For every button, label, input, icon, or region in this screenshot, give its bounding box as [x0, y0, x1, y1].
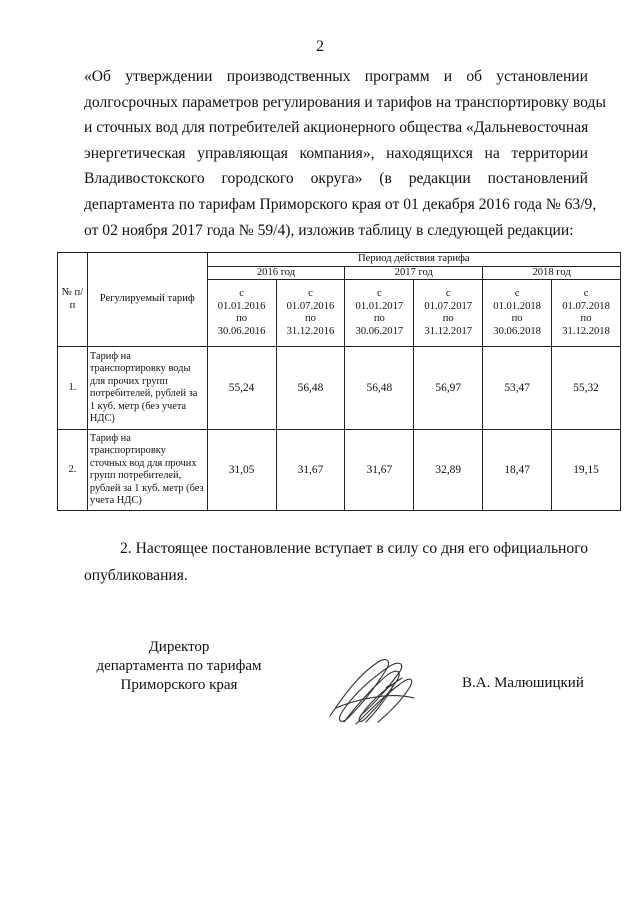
tariff-value: 32,89	[414, 430, 483, 511]
tariff-value: 53,47	[483, 347, 552, 430]
tariff-value: 31,05	[207, 430, 276, 511]
intro-line: «Об утверждении производственных программ и об установлении	[84, 68, 588, 85]
tariff-name: Тариф на транспортировку сточных вод для прочих групп потребителей, рублей за 1 куб. метр (без учета НДС)	[87, 430, 207, 511]
handwritten-signature	[326, 652, 420, 728]
intro-line: энергетическая управляющая компания», находящихся на территории	[84, 144, 588, 162]
table-row	[58, 347, 621, 430]
tariff-value: 56,48	[276, 347, 345, 430]
intro-line: и сточных вод для потребителей акционерного общества «Дальневосточная	[84, 119, 589, 137]
tariff-table	[57, 252, 621, 511]
intro-line: департамента по тарифам Приморского края от 01 декабря 2016 года № 63/9,	[84, 195, 597, 213]
signatory-title-line: департамента по тарифам	[96, 658, 262, 674]
tariff-value: 19,15	[552, 430, 621, 511]
year-header: 2016 год	[207, 266, 345, 280]
tariff-value: 31,67	[345, 430, 414, 511]
year-header: 2018 год	[483, 266, 621, 280]
table-row	[58, 430, 621, 511]
period-header: с 01.07.2017 по 31.12.2017	[414, 280, 483, 347]
period-header: с 01.01.2017 по 30.06.2017	[345, 280, 414, 347]
intro-line: от 02 ноября 2017 года № 59/4), изложив таблицу в следующей редакции:	[84, 221, 574, 239]
tariff-value: 31,67	[276, 430, 345, 511]
clause-paragraph	[84, 535, 588, 589]
column-header-tariff: Регулируемый тариф	[87, 253, 207, 347]
intro-line: Владивостокского городского округа» (в редакции постановлений	[84, 170, 588, 188]
column-header-period: Период действия тарифа	[207, 253, 620, 267]
tariff-name: Тариф на транспортировку воды для прочих групп потребителей, рублей за 1 куб. метр (без учета НДС)	[87, 347, 207, 430]
column-header-number: № п/п	[58, 253, 88, 347]
period-header: с 01.07.2018 по 31.12.2018	[552, 280, 621, 347]
period-header: с 01.01.2016 по 30.06.2016	[207, 280, 276, 347]
row-number: 2.	[58, 430, 88, 511]
intro-line: долгосрочных параметров регулирования и тарифов на транспортировку воды	[84, 93, 606, 111]
clause-line: 2. Настоящее постановление вступает в силу со дня его официального	[120, 540, 588, 557]
tariff-value: 55,32	[552, 347, 621, 430]
tariff-value: 55,24	[207, 347, 276, 430]
signatory-name: В.А. Малюшицкий	[462, 675, 584, 691]
signatory-title	[84, 638, 274, 695]
signatory-title-line: Директор	[148, 639, 210, 655]
tariff-value: 56,48	[345, 347, 414, 430]
tariff-value: 18,47	[483, 430, 552, 511]
page-number: 2	[316, 38, 324, 55]
clause-line: опубликования.	[84, 567, 188, 584]
period-header: с 01.01.2018 по 30.06.2018	[483, 280, 552, 347]
signatory-title-line: Приморского края	[120, 677, 238, 693]
row-number: 1.	[58, 347, 88, 430]
tariff-value: 56,97	[414, 347, 483, 430]
period-header: с 01.07.2016 по 31.12.2016	[276, 280, 345, 347]
year-header: 2017 год	[345, 266, 483, 280]
intro-paragraph	[84, 64, 606, 243]
